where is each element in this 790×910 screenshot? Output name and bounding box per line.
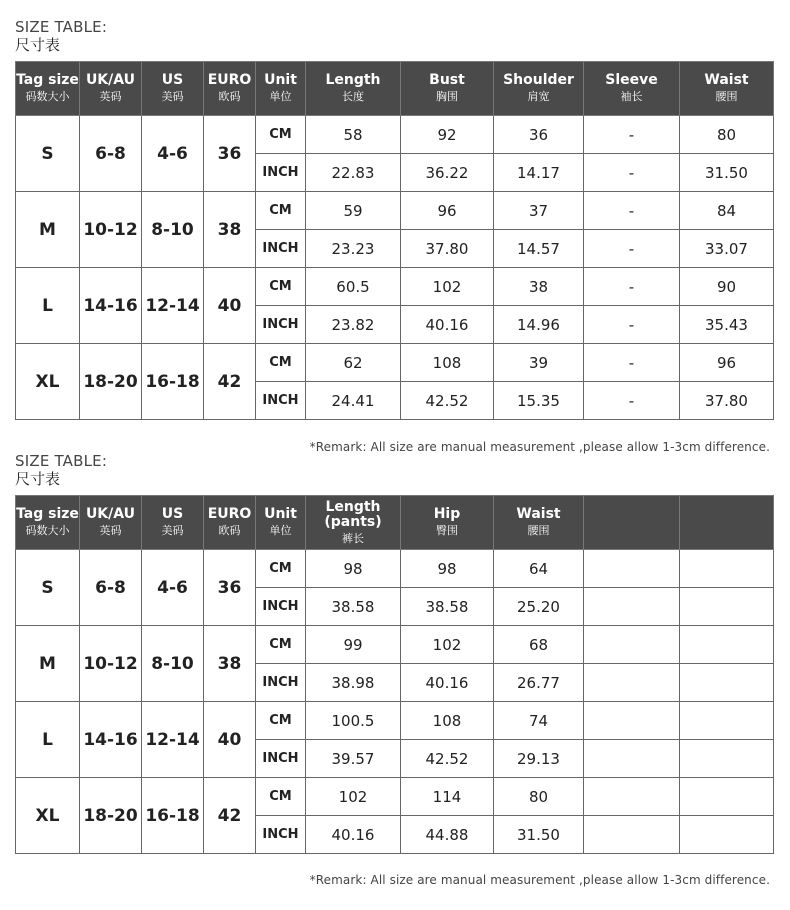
unit-cell: CM [256, 116, 306, 154]
header-row [16, 62, 774, 116]
empty-cell [584, 664, 680, 702]
size-cell: S [16, 550, 80, 626]
bust-cell: 102 [401, 268, 494, 306]
size-table-top-section [15, 18, 773, 420]
unit-cell: INCH [256, 306, 306, 344]
waist-cell: 84 [680, 192, 774, 230]
unit-cell: CM [256, 268, 306, 306]
shoulder-cell: 14.17 [494, 154, 584, 192]
hip-cell: 102 [401, 626, 494, 664]
uk-au-cell: 6-8 [80, 116, 142, 192]
shoulder-cell: 14.96 [494, 306, 584, 344]
header-length: Length 长度 [306, 62, 401, 116]
sleeve-cell: - [584, 306, 680, 344]
table-row [16, 626, 774, 664]
size-cell: L [16, 702, 80, 778]
length-cell: 102 [306, 778, 401, 816]
length-cell: 38.98 [306, 664, 401, 702]
euro-cell: 36 [204, 550, 256, 626]
us-cell: 8-10 [142, 626, 204, 702]
length-cell: 100.5 [306, 702, 401, 740]
table-title-cn: 尺寸表 [15, 36, 61, 54]
unit-cell: CM [256, 344, 306, 382]
waist-cell: 29.13 [494, 740, 584, 778]
length-cell: 39.57 [306, 740, 401, 778]
hip-cell: 98 [401, 550, 494, 588]
us-cell: 16-18 [142, 778, 204, 854]
unit-cell: INCH [256, 816, 306, 854]
sleeve-cell: - [584, 382, 680, 420]
header-tag-size: Tag size 码数大小 [16, 62, 80, 116]
table-row [16, 702, 774, 740]
bust-cell: 96 [401, 192, 494, 230]
uk-au-cell: 10-12 [80, 626, 142, 702]
size-table-top [15, 61, 774, 420]
header-hip: Hip 臀围 [401, 496, 494, 550]
length-cell: 60.5 [306, 268, 401, 306]
table-title-cn: 尺寸表 [15, 470, 61, 488]
table-row [16, 778, 774, 816]
bust-cell: 40.16 [401, 306, 494, 344]
sleeve-cell: - [584, 154, 680, 192]
euro-cell: 38 [204, 626, 256, 702]
bust-cell: 42.52 [401, 382, 494, 420]
header-bust: Bust 胸围 [401, 62, 494, 116]
remark-note: *Remark: All size are manual measurement ,please allow 1-3cm difference. [309, 873, 770, 887]
header-us: US 美码 [142, 496, 204, 550]
euro-cell: 38 [204, 192, 256, 268]
uk-au-cell: 14-16 [80, 268, 142, 344]
header-us: US 美码 [142, 62, 204, 116]
bust-cell: 92 [401, 116, 494, 154]
length-cell: 98 [306, 550, 401, 588]
table-title-en: SIZE TABLE: [15, 18, 108, 36]
header-uk-au: UK/AU 英码 [80, 62, 142, 116]
empty-cell [680, 664, 774, 702]
us-cell: 4-6 [142, 550, 204, 626]
length-cell: 99 [306, 626, 401, 664]
waist-cell: 33.07 [680, 230, 774, 268]
waist-cell: 68 [494, 626, 584, 664]
size-cell: M [16, 626, 80, 702]
empty-cell [680, 816, 774, 854]
uk-au-cell: 18-20 [80, 778, 142, 854]
unit-cell: INCH [256, 382, 306, 420]
us-cell: 12-14 [142, 268, 204, 344]
table-row [16, 268, 774, 306]
empty-cell [680, 740, 774, 778]
unit-cell: CM [256, 550, 306, 588]
empty-cell [584, 626, 680, 664]
sleeve-cell: - [584, 268, 680, 306]
uk-au-cell: 18-20 [80, 344, 142, 420]
hip-cell: 108 [401, 702, 494, 740]
euro-cell: 40 [204, 268, 256, 344]
hip-cell: 44.88 [401, 816, 494, 854]
sleeve-cell: - [584, 116, 680, 154]
us-cell: 12-14 [142, 702, 204, 778]
remark-note: *Remark: All size are manual measurement ,please allow 1-3cm difference. [309, 440, 770, 454]
shoulder-cell: 15.35 [494, 382, 584, 420]
euro-cell: 42 [204, 344, 256, 420]
bust-cell: 37.80 [401, 230, 494, 268]
length-cell: 22.83 [306, 154, 401, 192]
sleeve-cell: - [584, 230, 680, 268]
unit-cell: INCH [256, 154, 306, 192]
table-row [16, 116, 774, 154]
table-row [16, 550, 774, 588]
header-euro: EURO 欧码 [204, 62, 256, 116]
euro-cell: 36 [204, 116, 256, 192]
waist-cell: 90 [680, 268, 774, 306]
empty-cell [584, 588, 680, 626]
header-tag-size: Tag size 码数大小 [16, 496, 80, 550]
size-cell: L [16, 268, 80, 344]
shoulder-cell: 14.57 [494, 230, 584, 268]
header-row [16, 496, 774, 550]
waist-cell: 80 [494, 778, 584, 816]
empty-cell [680, 626, 774, 664]
header-empty [584, 496, 680, 550]
uk-au-cell: 10-12 [80, 192, 142, 268]
size-cell: XL [16, 344, 80, 420]
size-table-bottom [15, 495, 774, 854]
waist-cell: 25.20 [494, 588, 584, 626]
header-empty [680, 496, 774, 550]
header-unit: Unit 单位 [256, 62, 306, 116]
empty-cell [584, 702, 680, 740]
size-cell: S [16, 116, 80, 192]
length-cell: 62 [306, 344, 401, 382]
waist-cell: 80 [680, 116, 774, 154]
table-title-en: SIZE TABLE: [15, 452, 108, 470]
size-cell: M [16, 192, 80, 268]
shoulder-cell: 39 [494, 344, 584, 382]
header-uk-au: UK/AU 英码 [80, 496, 142, 550]
unit-cell: INCH [256, 230, 306, 268]
table-row [16, 192, 774, 230]
euro-cell: 40 [204, 702, 256, 778]
us-cell: 8-10 [142, 192, 204, 268]
empty-cell [584, 778, 680, 816]
waist-cell: 37.80 [680, 382, 774, 420]
hip-cell: 40.16 [401, 664, 494, 702]
bust-cell: 108 [401, 344, 494, 382]
length-cell: 58 [306, 116, 401, 154]
empty-cell [584, 550, 680, 588]
empty-cell [680, 588, 774, 626]
sleeve-cell: - [584, 192, 680, 230]
header-unit: Unit 单位 [256, 496, 306, 550]
waist-cell: 96 [680, 344, 774, 382]
shoulder-cell: 38 [494, 268, 584, 306]
unit-cell: CM [256, 702, 306, 740]
header-euro: EURO 欧码 [204, 496, 256, 550]
header-waist: Waist 腰围 [680, 62, 774, 116]
hip-cell: 42.52 [401, 740, 494, 778]
empty-cell [680, 550, 774, 588]
waist-cell: 74 [494, 702, 584, 740]
uk-au-cell: 6-8 [80, 550, 142, 626]
empty-cell [680, 778, 774, 816]
euro-cell: 42 [204, 778, 256, 854]
waist-cell: 31.50 [680, 154, 774, 192]
length-cell: 24.41 [306, 382, 401, 420]
hip-cell: 114 [401, 778, 494, 816]
unit-cell: INCH [256, 588, 306, 626]
size-cell: XL [16, 778, 80, 854]
empty-cell [584, 740, 680, 778]
shoulder-cell: 37 [494, 192, 584, 230]
waist-cell: 26.77 [494, 664, 584, 702]
sleeve-cell: - [584, 344, 680, 382]
length-cell: 38.58 [306, 588, 401, 626]
bust-cell: 36.22 [401, 154, 494, 192]
header-shoulder: Shoulder 肩宽 [494, 62, 584, 116]
us-cell: 4-6 [142, 116, 204, 192]
waist-cell: 35.43 [680, 306, 774, 344]
unit-cell: INCH [256, 740, 306, 778]
unit-cell: CM [256, 626, 306, 664]
header-sleeve: Sleeve 袖长 [584, 62, 680, 116]
uk-au-cell: 14-16 [80, 702, 142, 778]
us-cell: 16-18 [142, 344, 204, 420]
length-cell: 40.16 [306, 816, 401, 854]
waist-cell: 31.50 [494, 816, 584, 854]
length-cell: 23.23 [306, 230, 401, 268]
length-cell: 23.82 [306, 306, 401, 344]
unit-cell: CM [256, 778, 306, 816]
waist-cell: 64 [494, 550, 584, 588]
hip-cell: 38.58 [401, 588, 494, 626]
header-length-pants: Length (pants) 裤长 [306, 496, 401, 550]
unit-cell: INCH [256, 664, 306, 702]
unit-cell: CM [256, 192, 306, 230]
header-waist: Waist 腰围 [494, 496, 584, 550]
length-cell: 59 [306, 192, 401, 230]
shoulder-cell: 36 [494, 116, 584, 154]
table-row [16, 344, 774, 382]
empty-cell [584, 816, 680, 854]
size-table-bottom-section [15, 452, 773, 854]
empty-cell [680, 702, 774, 740]
